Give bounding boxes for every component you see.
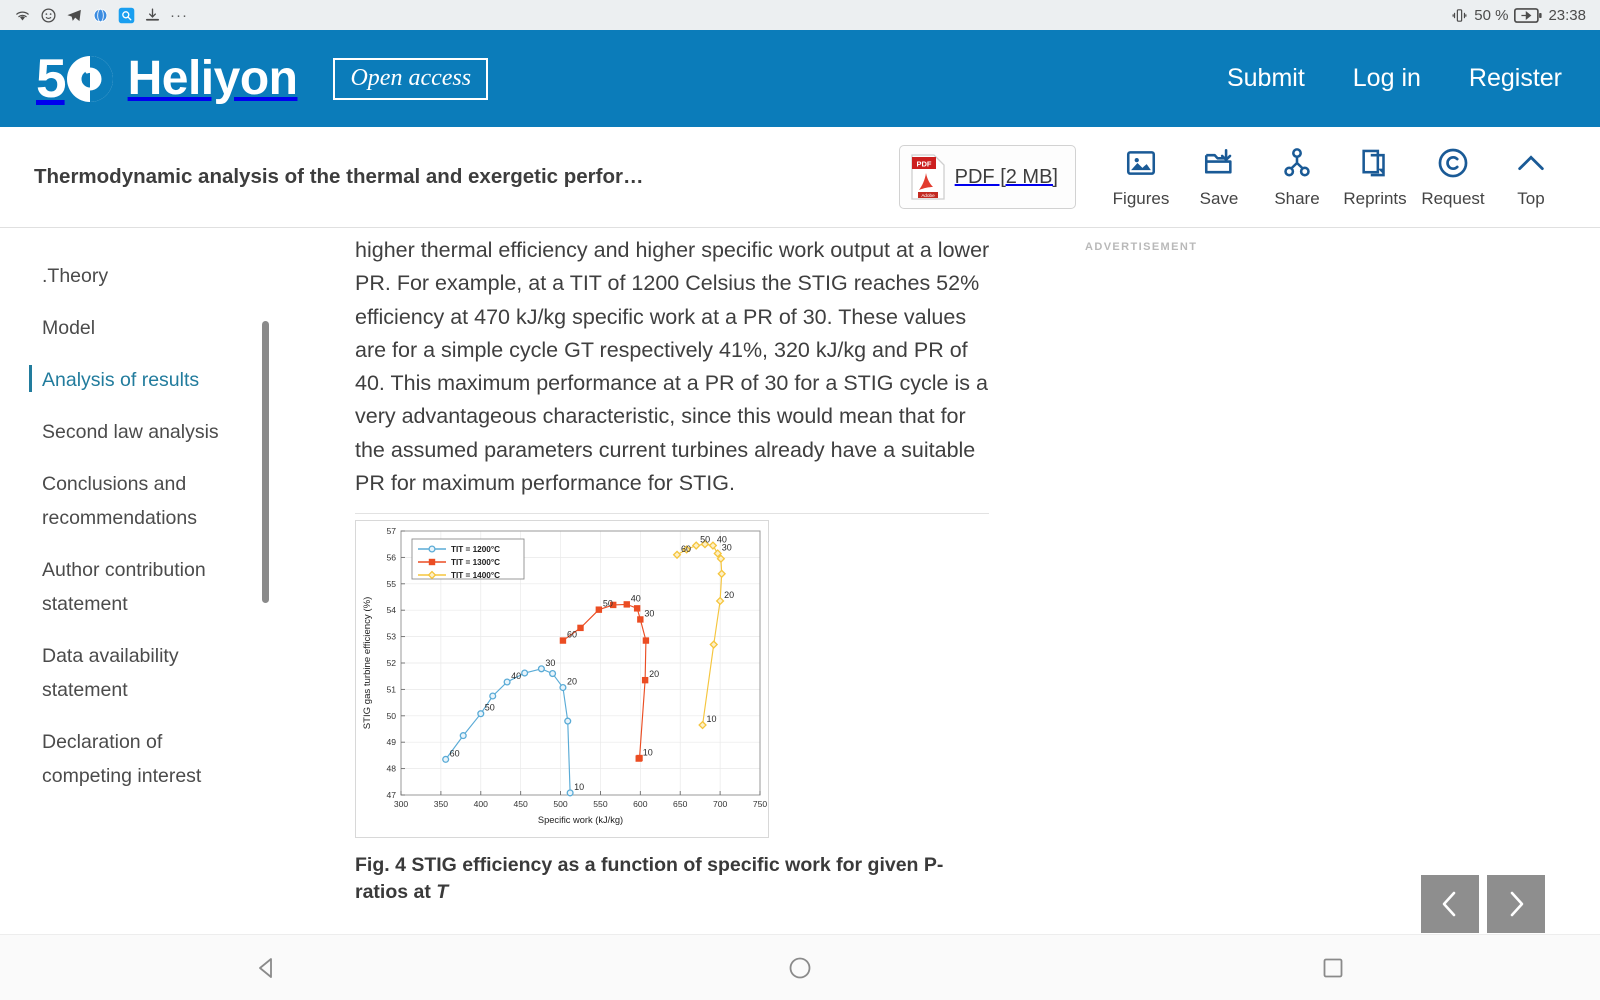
recents-square-icon — [1320, 955, 1346, 981]
article-toolbar — [0, 127, 1600, 228]
smiley-icon — [40, 7, 57, 24]
clock-time: 23:38 — [1548, 6, 1586, 24]
figure-caption — [355, 852, 970, 906]
recents-button[interactable] — [1273, 955, 1393, 981]
logo-mark — [36, 47, 115, 109]
svg-text:750: 750 — [752, 799, 768, 810]
next-page-button[interactable] — [1487, 875, 1545, 933]
sidebar-item-declaration-of-competing-interest[interactable]: Declaration of competing interest — [42, 731, 202, 787]
svg-text:500: 500 — [553, 799, 568, 810]
svg-text:60: 60 — [566, 629, 577, 640]
image-icon — [1124, 146, 1158, 180]
svg-text:40: 40 — [511, 671, 522, 682]
chart-container[interactable] — [355, 520, 769, 838]
submit-link[interactable]: Submit — [1226, 64, 1305, 92]
svg-text:50: 50 — [602, 599, 613, 610]
svg-text:10: 10 — [574, 782, 585, 793]
figure-pager — [1421, 875, 1545, 933]
chevron-up-icon — [1514, 146, 1548, 180]
svg-text:Adobe: Adobe — [920, 192, 935, 198]
battery-percent: 50 % — [1474, 6, 1509, 24]
figures-tool-label: Figures — [1112, 188, 1170, 208]
logo-circle-icon — [65, 54, 115, 104]
top-tool[interactable] — [1492, 146, 1570, 209]
open-access-badge: Open access — [333, 58, 488, 100]
svg-text:57: 57 — [386, 526, 396, 537]
svg-text:30: 30 — [721, 542, 732, 553]
toolbar-actions — [899, 145, 1570, 209]
figures-tool[interactable] — [1102, 146, 1180, 209]
wifi-icon — [14, 7, 31, 24]
heliyon-logo[interactable] — [36, 47, 298, 109]
share-tool[interactable] — [1258, 146, 1336, 209]
share-tool-label: Share — [1274, 188, 1320, 208]
status-icons — [14, 7, 188, 24]
home-button[interactable] — [740, 955, 860, 981]
svg-text:20: 20 — [566, 676, 577, 687]
article-body — [355, 229, 1005, 934]
svg-text:10: 10 — [706, 714, 717, 725]
svg-text:450: 450 — [513, 799, 528, 810]
figure-caption-text: STIG efficiency as a function of specific work for given P-ratios at — [355, 854, 944, 904]
svg-text:TIT = 1400°C: TIT = 1400°C — [451, 571, 501, 581]
android-nav-bar — [0, 934, 1600, 1000]
top-tool-label: Top — [1517, 188, 1545, 208]
figure-4 — [355, 520, 769, 838]
sidebar-item-analysis-of-results[interactable]: Analysis of results — [42, 363, 254, 397]
svg-text:10: 10 — [642, 747, 653, 758]
sidebar-item-data-availability-statement[interactable]: Data availability statement — [42, 645, 179, 701]
header-links — [1227, 64, 1562, 93]
download-icon — [144, 7, 161, 24]
request-tool-label: Request — [1421, 188, 1485, 208]
site-header — [0, 30, 1600, 127]
svg-text:40: 40 — [630, 593, 641, 604]
previous-page-button[interactable] — [1421, 875, 1479, 933]
sidebar-item-theory[interactable]: .Theory — [42, 265, 109, 287]
telegram-icon — [66, 7, 83, 24]
svg-text:50: 50 — [386, 711, 396, 722]
copyright-icon — [1436, 146, 1470, 180]
svg-text:550: 550 — [593, 799, 608, 810]
status-overflow-dots: ··· — [170, 6, 188, 24]
svg-text:TIT = 1300°C: TIT = 1300°C — [451, 558, 501, 568]
register-link[interactable]: Register — [1468, 64, 1562, 92]
svg-text:51: 51 — [386, 684, 396, 695]
svg-text:STIG gas turbine efficiency (%: STIG gas turbine efficiency (%) — [362, 597, 373, 730]
advertisement-label: ADVERTISEMENT — [1085, 241, 1198, 253]
reprints-tool[interactable] — [1336, 146, 1414, 209]
reprints-tool-label: Reprints — [1343, 188, 1407, 208]
sidebar-item-conclusions-and-recommendations[interactable]: Conclusions and recommendations — [42, 473, 197, 529]
svg-text:650: 650 — [673, 799, 688, 810]
svg-text:54: 54 — [386, 605, 396, 616]
vibrate-icon — [1451, 7, 1468, 24]
figure-caption-italic: T — [436, 881, 449, 904]
section-navigation — [0, 229, 310, 934]
chevron-left-icon — [1437, 889, 1463, 919]
svg-text:47: 47 — [386, 790, 396, 801]
sidebar-item-author-contribution-statement[interactable]: Author contribution statement — [42, 559, 206, 615]
svg-text:60: 60 — [681, 544, 692, 555]
home-circle-icon — [787, 955, 813, 981]
svg-text:50: 50 — [484, 703, 495, 714]
svg-text:700: 700 — [712, 799, 728, 810]
svg-text:48: 48 — [386, 763, 396, 774]
svg-text:20: 20 — [724, 590, 735, 601]
svg-text:40: 40 — [716, 534, 727, 545]
folder-download-icon — [1202, 146, 1236, 180]
stig-efficiency-chart — [356, 521, 768, 837]
svg-text:20: 20 — [649, 669, 660, 680]
svg-text:60: 60 — [449, 748, 460, 759]
sidebar-item-model[interactable]: Model — [42, 317, 96, 339]
logo-wordmark: Heliyon — [127, 51, 298, 105]
svg-text:300: 300 — [393, 799, 409, 810]
save-tool[interactable] — [1180, 146, 1258, 209]
download-pdf-button[interactable] — [899, 145, 1076, 209]
svg-text:52: 52 — [386, 658, 396, 669]
svg-text:56: 56 — [386, 552, 396, 563]
search-icon — [118, 7, 135, 24]
svg-text:PDF: PDF — [916, 159, 932, 169]
login-link[interactable]: Log in — [1352, 64, 1421, 92]
svg-text:350: 350 — [433, 799, 449, 810]
chevron-right-icon — [1503, 889, 1529, 919]
svg-text:30: 30 — [644, 608, 655, 619]
svg-text:TIT = 1200°C: TIT = 1200°C — [451, 545, 501, 555]
logo-number-5: 5 — [36, 47, 65, 109]
content-area — [0, 229, 1600, 934]
brand-left-group — [36, 47, 488, 109]
status-right — [1451, 7, 1586, 24]
figure-caption-label: Fig. 4 — [355, 854, 406, 877]
svg-text:53: 53 — [386, 631, 396, 642]
battery-charging-icon — [1514, 8, 1542, 23]
svg-text:Specific work (kJ/kg): Specific work (kJ/kg) — [537, 815, 624, 826]
sidebar-scrollbar-thumb[interactable] — [262, 321, 269, 603]
svg-text:600: 600 — [633, 799, 648, 810]
svg-text:50: 50 — [700, 534, 711, 545]
svg-text:400: 400 — [473, 799, 488, 810]
figure-divider — [355, 513, 989, 514]
svg-text:55: 55 — [386, 579, 396, 590]
page-title: Thermodynamic analysis of the thermal and exergetic perfor… — [34, 165, 644, 188]
pdf-size-label: PDF [2 MB] — [954, 165, 1058, 188]
request-tool[interactable] — [1414, 146, 1492, 209]
save-tool-label: Save — [1199, 188, 1239, 208]
share-nodes-icon — [1280, 146, 1314, 180]
back-triangle-icon — [254, 955, 280, 981]
article-paragraph: higher thermal efficiency and higher specific work output at a lower PR. For example, at a TIT of 1200 Celsius the STIG reaches 52% efficiency at 470 kJ/kg specific work at a PR of 30. These values are for a simple cycle GT respectively 41%, 320 kJ/kg and PR of 40. This maximum performance at a PR of 30 for a STIG cycle is a very advantageous characteristic, since this would mean that for the assumed parameters current turbines already have a suitable PR for maximum performance for STIG. — [355, 238, 990, 496]
documents-icon — [1358, 146, 1392, 180]
sidebar-item-second-law-analysis[interactable]: Second law analysis — [42, 421, 219, 443]
browser-icon — [92, 7, 109, 24]
back-button[interactable] — [207, 955, 327, 981]
android-status-bar — [0, 0, 1600, 30]
svg-text:30: 30 — [545, 658, 556, 669]
svg-text:49: 49 — [386, 737, 396, 748]
pdf-file-icon — [910, 154, 946, 200]
